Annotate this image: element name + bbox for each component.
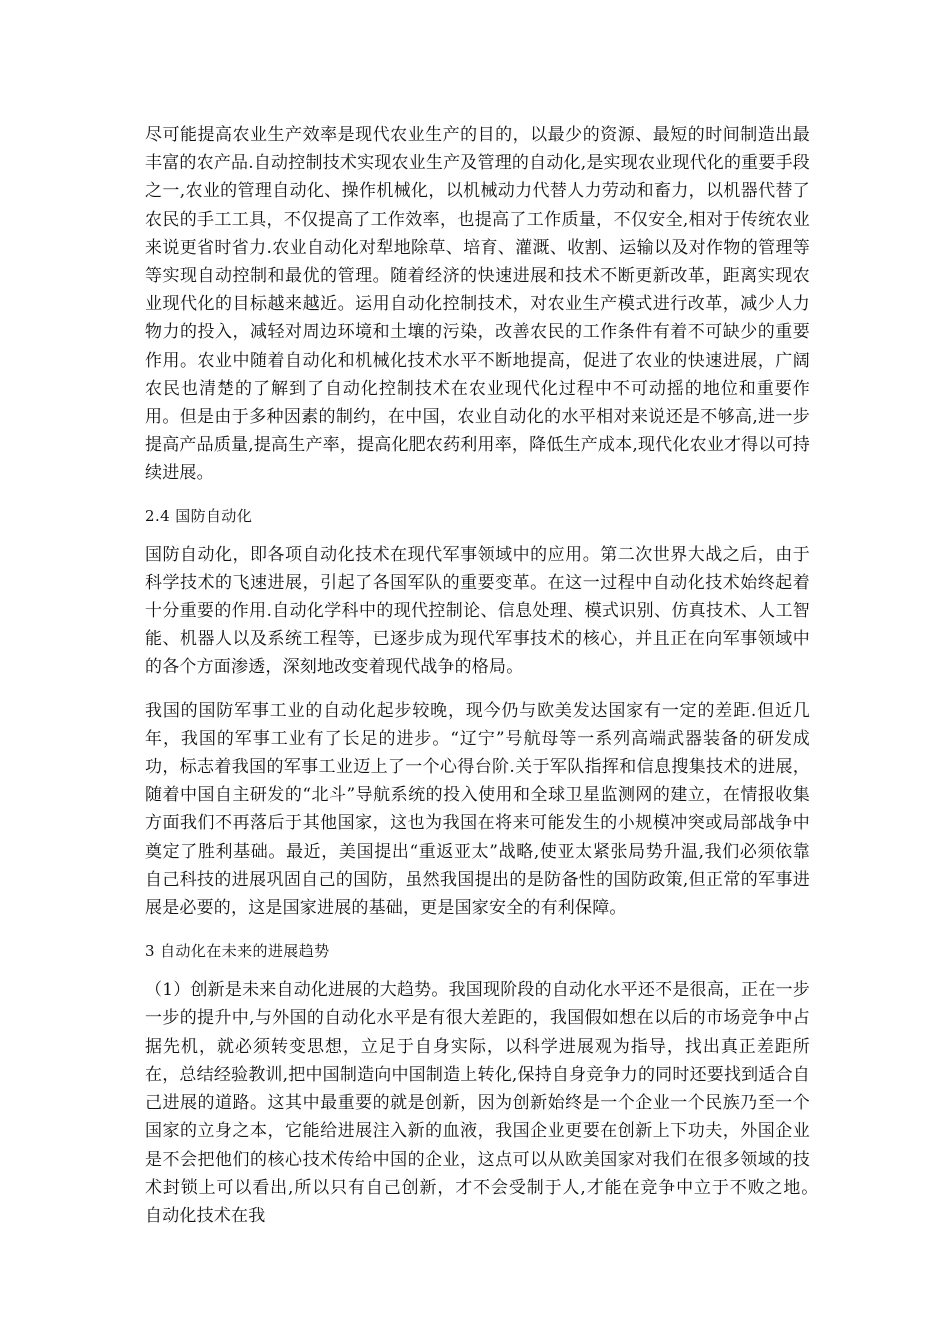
paragraph-agriculture-automation: 尽可能提高农业生产效率是现代农业生产的目的，以最少的资源、最短的时间制造出最丰富的农产品.自动控制技术实现农业生产及管理的自动化,是实现农业现代化的重要手段之一,农业的管理自动化、操作机械化，以机械动力代替人力劳动和畜力，以机器代替了农民的手工工具，不仅提高了工作效率，也提高了工作质量，不仅安全,相对于传统农业来说更省时省力.农业自动化对犁地除草、培育、灌溉、收割、运输以及对作物的管理等等实现自动控制和最优的管理。随着经济的快速进展和技术不断更新改革，距离实现农业现代化的目标越来越近。运用自动化控制技术，对农业生产模式进行改革，减少人力物力的投入，减轻对周边环境和土壤的污染，改善农民的工作条件有着不可缺少的重要作用。农业中随着自动化和机械化技术水平不断地提高，促进了农业的快速进展，广阔农民也清楚的了解到了自动化控制技术在农业现代化过程中不可动摇的地位和重要作用。但是由于多种因素的制约，在中国，农业自动化的水平相对来说还是不够高,进一步提高产品质量,提高生产率，提高化肥农药利用率，降低生产成本,现代化农业才得以可持续进展。: [145, 125, 810, 484]
paragraph-innovation-trend: （1）创新是未来自动化进展的大趋势。我国现阶段的自动化水平还不是很高，正在一步一步的提升中,与外国的自动化水平是有很大差距的，我国假如想在以后的市场竞争中占据先机，就必须转变思想，立足于自身实际，以科学进展观为指导，找出真正差距所在，总结经验教训,把中国制造向中国制造上转化,保持自身竞争力的同时还要找到适合自己进展的道路。这其中最重要的就是创新，因为创新始终是一个企业一个民族乃至一个国家的立身之本，它能给进展注入新的血液，我国企业更要在创新上下功夫，外国企业是不会把他们的核心技术传给中国的企业，这点可以从欧美国家对我们在很多领域的技术封锁上可以看出,所以只有自己创新，才不会受制于人,才能在竞争中立于不败之地。 自动化技术在我: [145, 980, 828, 1226]
paragraph-defense-industry-progress: 我国的国防军事工业的自动化起步较晚，现今仍与欧美发达国家有一定的差距.但近几年，我国的军事工业有了长足的进步。“辽宁”号航母等一系列高端武器装备的研发成功，标志着我国的军事工业迈上了一个心得台阶.关于军队指挥和信息搜集技术的进展，随着中国自主研发的“北斗”导航系统的投入使用和全球卫星监测网的建立，在情报收集方面我们不再落后于其他国家，这也为我国在将来可能发生的小规模冲突或局部战争中奠定了胜利基础。最近，美国提出“重返亚太”战略,使亚太紧张局势升温,我们必须依靠自己科技的进展巩固自己的国防，虽然我国提出的是防备性的国防政策,但正常的军事进展是必要的，这是国家进展的基础，更是国家安全的有利保障。: [145, 700, 810, 919]
section-heading-future-trends: 3 自动化在未来的进展趋势: [145, 942, 330, 961]
section-heading-defense-automation: 2.4 国防自动化: [145, 506, 253, 525]
document-page: [145, 121, 828, 1230]
paragraph-defense-automation-intro: 国防自动化，即各项自动化技术在现代军事领域中的应用。第二次世界大战之后，由于科学技术的飞速进展，引起了各国军队的重要变革。在这一过程中自动化技术始终起着十分重要的作用.自动化学科中的现代控制论、信息处理、模式识别、仿真技术、人工智能、机器人以及系统工程等，已逐步成为现代军事技术的核心，并且正在向军事领域中的各个方面渗透，深刻地改变着现代战争的格局。: [145, 544, 810, 678]
